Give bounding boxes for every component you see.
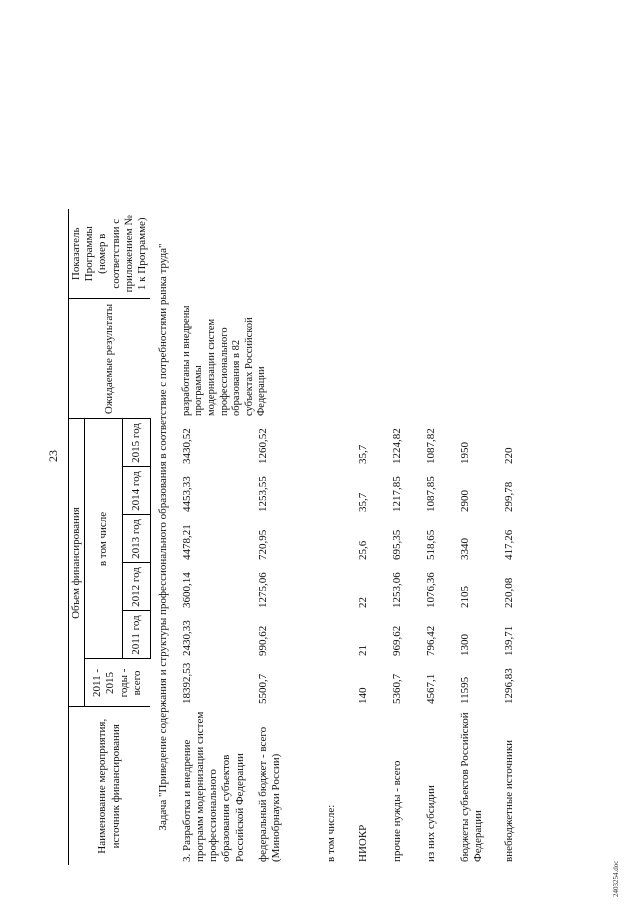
cell-2012: 1253,06 xyxy=(390,572,403,608)
cell-2014: 1087,85 xyxy=(424,476,437,512)
task-title: Задача "Приведение содержания и структуры профессионального образования в соответствие с потребностями рынка труда" xyxy=(156,243,169,831)
cell-2011: 796,42 xyxy=(424,625,437,656)
indicator-cell xyxy=(180,209,356,299)
header-2013: 2013 год xyxy=(123,515,151,563)
header-2015: 2015 год xyxy=(123,419,151,467)
row-name: внебюджетные источники xyxy=(502,739,515,862)
cell-2011: 2430,33 xyxy=(180,620,193,656)
cell-total: 11595 xyxy=(458,676,471,704)
row-name: прочие нужды - всего xyxy=(390,760,403,862)
cell-2013: 417,26 xyxy=(502,529,515,560)
cell-2012: 220,08 xyxy=(502,577,515,608)
cell-2015: 1950 xyxy=(458,442,471,464)
header-funding: Объем финансирования xyxy=(69,419,85,707)
cell-total: 18392,53 xyxy=(180,662,193,704)
table-row xyxy=(390,209,424,865)
cell-2011: 21 xyxy=(356,645,369,656)
row-name: бюджеты субъектов Российской Федерации xyxy=(458,712,484,862)
cell-2014: 2900 xyxy=(458,490,471,512)
table-row xyxy=(356,209,390,865)
cell-2013: 25,6 xyxy=(356,540,369,560)
row-name: в том числе: xyxy=(324,804,337,862)
document-code: 2403254.doc xyxy=(612,860,620,897)
cell-2015: 1087,82 xyxy=(424,428,437,464)
cell-total: 5360,7 xyxy=(390,673,403,704)
row-name: НИОКР xyxy=(356,824,369,862)
row-name: федеральный бюджет - всего (Минобрнауки России) xyxy=(256,726,282,862)
header-indicator: Показатель Программы (номер в соответствии с приложением № 1 к Программе) xyxy=(69,209,151,299)
cell-2015: 35,7 xyxy=(356,444,369,464)
cell-2013: 3340 xyxy=(458,538,471,560)
cell-total: 4567,1 xyxy=(424,673,437,704)
cell-total: 5500,7 xyxy=(256,673,269,704)
cell-2015: 1260,52 xyxy=(256,428,269,464)
table-row xyxy=(502,209,536,865)
cell-2014: 35,7 xyxy=(356,492,369,512)
cell-2015: 3430,52 xyxy=(180,428,193,464)
cell-2013: 518,65 xyxy=(424,529,437,560)
cell-total: 1296,83 xyxy=(502,668,515,704)
header-2011: 2011 год xyxy=(123,611,151,659)
cell-2014: 1253,55 xyxy=(256,476,269,512)
cell-2014: 299,78 xyxy=(502,481,515,512)
table-row xyxy=(180,209,256,865)
header-name: Наименование мероприятия, источник финансирования xyxy=(69,707,151,865)
cell-2014: 4453,33 xyxy=(180,476,193,512)
cell-2011: 990,62 xyxy=(256,625,269,656)
table-row xyxy=(458,209,502,865)
row-name: из них субсидии xyxy=(424,785,437,862)
header-2014: 2014 год xyxy=(123,467,151,515)
header-including: в том числе xyxy=(85,419,123,659)
cell-2012: 1076,36 xyxy=(424,572,437,608)
cell-2013: 720,95 xyxy=(256,529,269,560)
header-total: 2011 - 2015 годы - всего xyxy=(85,659,150,707)
row-name: 3. Разработка и внедрение программ модернизации систем профессионального образования субъектов Российской Федерации xyxy=(180,711,246,862)
cell-2011: 1300 xyxy=(458,634,471,656)
cell-2012: 3600,14 xyxy=(180,572,193,608)
cell-2012: 2105 xyxy=(458,586,471,608)
header-2012: 2012 год xyxy=(123,563,151,611)
cell-2013: 4478,21 xyxy=(180,524,193,560)
cell-total: 140 xyxy=(356,687,369,704)
cell-2015: 1224,82 xyxy=(390,428,403,464)
cell-2013: 695,35 xyxy=(390,529,403,560)
cell-2015: 220 xyxy=(502,447,515,464)
expected-result: разработаны и внедрены программы модернизации систем профессионального образования в 82 субъектах Российской Федерации xyxy=(180,305,268,416)
cell-2011: 969,62 xyxy=(390,625,403,656)
cell-2011: 139,71 xyxy=(502,625,515,656)
table-row xyxy=(424,209,458,865)
funding-table xyxy=(68,209,536,865)
cell-2014: 1217,85 xyxy=(390,476,403,512)
cell-2012: 1275,06 xyxy=(256,572,269,608)
page-number: 23 xyxy=(46,450,60,462)
header-results: Ожидаемые результаты xyxy=(69,299,151,419)
cell-2012: 22 xyxy=(356,597,369,608)
